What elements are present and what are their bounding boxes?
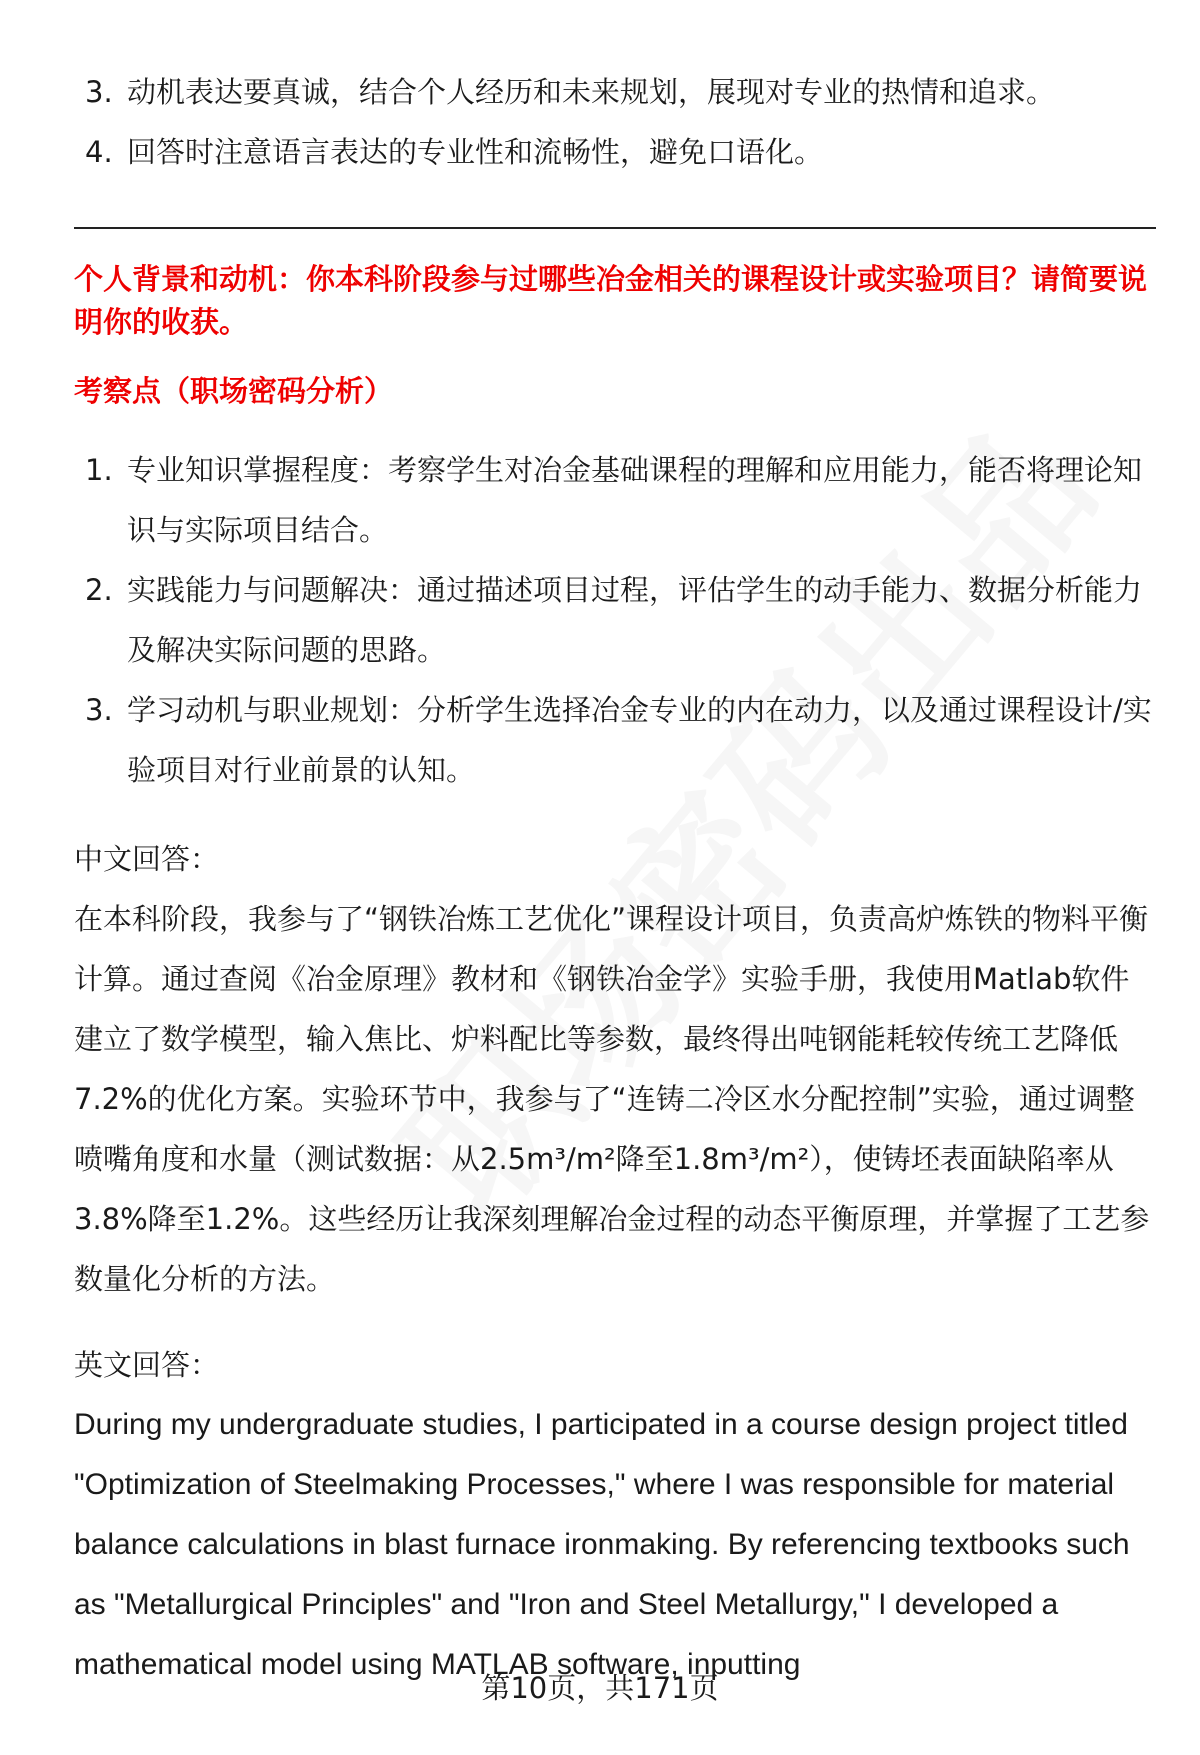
list-text: 实践能力与问题解决：通过描述项目过程，评估学生的动手能力、数据分析能力及解决实际问题的思路。 [127, 573, 1143, 667]
assessment-points-title: 考察点（职场密码分析） [74, 374, 394, 408]
list-item [74, 440, 1156, 560]
question-heading: 个人背景和动机：你本科阶段参与过哪些冶金相关的课程设计或实验项目？请简要说明你的收获。 [74, 262, 1148, 339]
chinese-answer-label: 中文回答： [74, 842, 220, 876]
list-number: 3. [85, 75, 113, 109]
list-item [74, 680, 1156, 800]
section-divider [74, 227, 1156, 229]
english-answer-label: 英文回答： [74, 1348, 220, 1382]
list-item [74, 62, 1156, 122]
tips-list [74, 62, 1156, 182]
chinese-answer-text: 在本科阶段，我参与了“钢铁冶炼工艺优化”课程设计项目，负责高炉炼铁的物料平衡计算。通过查阅《冶金原理》教材和《钢铁冶金学》实验手册，我使用Matlab软件建立了数学模型，输入焦比、炉料配比等参数，最终得出吨钢能耗较传统工艺降低7.2%的优化方案。实验环节中，我参与了“连铸二冷区水分配控制”实验，通过调整喷嘴角度和水量（测试数据：从2.5m³/m²降至1.8m³/m²），使铸坯表面缺陷率从3.8%降至1.2%。这些经历让我深刻理解冶金过程的动态平衡原理，并掌握了工艺参数量化分析的方法。 [74, 902, 1150, 1296]
english-answer-text: During my undergraduate studies, I participated in a course design project titled "Optimization of Steelmaking Processes," where I was responsible for material balance calculations in blast furnace ironmaking. By referencing textbooks such as "Metallurgical Principles" and "Iron and Steel Metallurgy," I developed a mathematical model using MATLAB software, inputting [74, 1408, 1130, 1681]
list-item [74, 560, 1156, 680]
list-number: 1. [85, 453, 113, 487]
list-number: 3. [85, 693, 113, 727]
list-text: 动机表达要真诚，结合个人经历和未来规划，展现对专业的热情和追求。 [127, 75, 1056, 109]
list-text: 回答时注意语言表达的专业性和流畅性，避免口语化。 [127, 135, 824, 169]
list-number: 2. [85, 573, 113, 607]
list-text: 专业知识掌握程度：考察学生对冶金基础课程的理解和应用能力，能否将理论知识与实际项目结合。 [127, 453, 1143, 547]
list-item [74, 122, 1156, 182]
list-number: 4. [85, 135, 113, 169]
assessment-points-list [74, 440, 1156, 800]
page-number: 第10页，共171页 [481, 1671, 719, 1705]
list-text: 学习动机与职业规划：分析学生选择冶金专业的内在动力，以及通过课程设计/实验项目对行业前景的认知。 [127, 693, 1152, 787]
